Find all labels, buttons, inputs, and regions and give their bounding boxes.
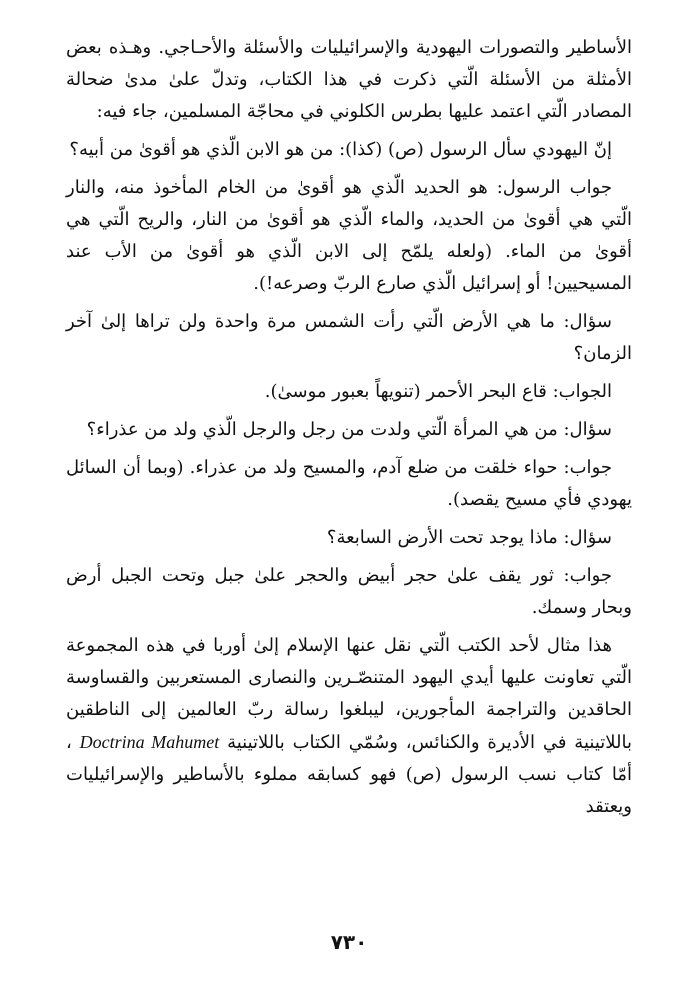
paragraph-intro: الأساطير والتصورات اليهودية والإسرائيليات والأسئلة والأحـاجي. وهـذه بعض الأمثلة من الأسئلة الّتي ذكرت في هذا الكتاب، وتدلّ علىٰ مدىٰ ضحالة المصادر الّتي اعتمد عليها بطرس الكلوني في محاجّة المسلمين، جاء فيه: (66, 37, 632, 122)
conclusion-text-end: ، أمّا كتاب نسب الرسول (ص) فهو كسابقه مملوء بالأساطير والإسرائيليات ويعتقد (66, 732, 632, 817)
conclusion-text-start: هذا مثال لأحد الكتب الّتي نقل عنها الإسلام إلىٰ أوربا في هذه المجموعة الّتي تعاونت عليها أيدي اليهود المتنصّـرين والنصارى المستعربين والقساوسة الحاقدين والتراجمة المأجورين، ليبلغوا رسالة ربّ العالمين إلى الناطقين باللاتينية في الأديرة والكنائس، وسُمّي الكتاب باللاتينية (66, 635, 632, 753)
paragraph-question-2: سؤال: ما هي الأرض الّتي رأت الشمس مرة واحدة ولن تراها إلىٰ آخر الزمان؟ (66, 311, 632, 364)
paragraph-answer-3: جواب: حواء خلقت من ضلع آدم، والمسيح ولد من عذراء. (وبما أن السائل يهودي فأي مسيح يقصد). (66, 457, 632, 510)
paragraph-question-3: سؤال: من هي المرأة الّتي ولدت من رجل والرجل الّذي ولد من عذراء؟ (86, 419, 612, 440)
paragraph-conclusion (66, 630, 632, 823)
latin-book-title: Doctrina Mahumet (79, 732, 220, 752)
paragraph-answer-1: جواب الرسول: هو الحديد الّذي هو أقوىٰ من الخام المأخوذ منه، والنار الّتي هي أقوىٰ من الحديد، والماء الّذي هو أقوىٰ من النار، والريح الّتي هي أقوىٰ من الماء. (ولعله يلمّح إلى الابن الّذي هو أقوىٰ من الأب عند المسيحيين! أو إسرائيل الّذي صارع الربّ وصرعه!). (66, 177, 632, 294)
paragraph-question-4: سؤال: ماذا يوجد تحت الأرض السابعة؟ (326, 527, 612, 548)
paragraph-answer-2: الجواب: قاع البحر الأحمر (تنويهاً بعبور موسىٰ). (264, 381, 612, 402)
page-body (66, 32, 632, 829)
paragraph-question-1: إنّ اليهودي سأل الرسول (ص) (كذا): من هو الابن الّذي هو أقوىٰ من أبيه؟ (69, 139, 612, 160)
paragraph-answer-4: جواب: ثور يقف علىٰ حجر أبيض والحجر علىٰ جبل وتحت الجبل أرض وبحار وسمك. (66, 565, 632, 618)
page-number: ٧٣٠ (330, 930, 368, 954)
